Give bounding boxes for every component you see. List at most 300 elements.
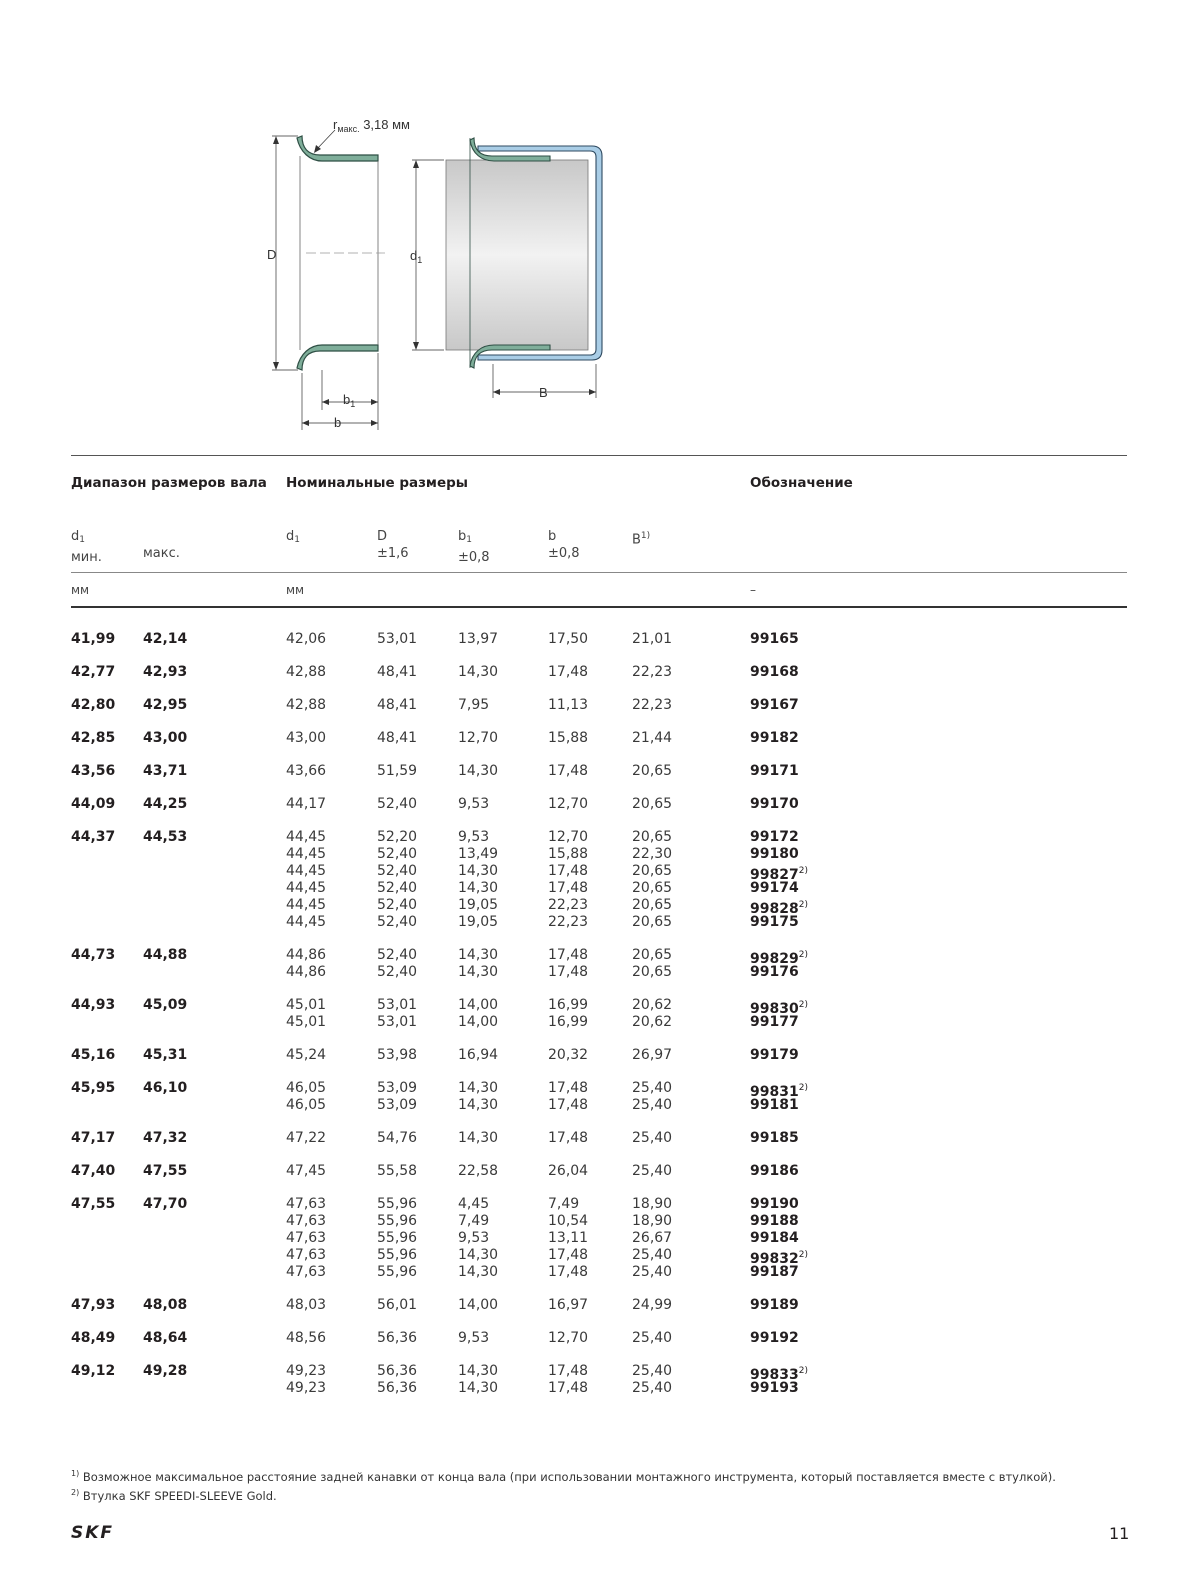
nominal-D-value: 55,96 — [377, 1213, 418, 1229]
nominal-b1-cell — [458, 697, 489, 714]
nominal-B-value: 22,23 — [632, 664, 673, 680]
nominal-b1-value: 14,00 — [458, 1297, 499, 1313]
nominal-B-value: 25,40 — [632, 1330, 673, 1346]
nominal-d1-cell — [286, 1363, 326, 1397]
header-designation: Обозначение — [750, 475, 853, 491]
nominal-B-cell — [632, 997, 672, 1031]
label-b: b — [334, 415, 342, 430]
designation-value: 99176 — [750, 964, 799, 980]
nominal-d1-value: 47,63 — [286, 1264, 327, 1280]
nominal-b-cell — [548, 631, 588, 648]
nominal-B-value: 22,30 — [632, 846, 673, 862]
nominal-B-value: 25,40 — [632, 1363, 673, 1379]
table-header-bottom-rule — [71, 606, 1127, 608]
nominal-B-value: 25,40 — [632, 1130, 673, 1146]
nominal-b1-value: 12,70 — [458, 730, 499, 746]
nominal-b-cell — [548, 1047, 588, 1064]
shaft-max-cell — [143, 1330, 187, 1347]
shaft-min-cell — [71, 763, 115, 780]
nominal-B-value: 21,01 — [632, 631, 673, 647]
nominal-B-cell — [632, 1297, 672, 1314]
nominal-B-cell — [632, 1130, 672, 1147]
footnote-ref: 2) — [798, 950, 808, 960]
shaft-max-value: 45,09 — [143, 997, 188, 1013]
table-top-rule — [71, 455, 1127, 456]
nominal-d1-cell — [286, 664, 326, 681]
nominal-B-cell — [632, 1196, 672, 1281]
nominal-D-value: 53,09 — [377, 1080, 418, 1096]
nominal-b1-cell — [458, 1080, 498, 1114]
sleeve-cross-section-drawing — [250, 108, 630, 438]
shaft-min-value: 42,77 — [71, 664, 116, 680]
nominal-b1-cell — [458, 997, 498, 1031]
nominal-b-cell — [548, 1163, 588, 1180]
designation-cell — [750, 763, 799, 780]
shaft-min-value: 41,99 — [71, 631, 116, 647]
shaft-max-value: 42,14 — [143, 631, 188, 647]
nominal-D-value: 53,01 — [377, 997, 418, 1013]
nominal-B-value: 25,40 — [632, 1264, 673, 1280]
shaft-min-cell — [71, 1163, 115, 1180]
nominal-B-value: 25,40 — [632, 1097, 673, 1113]
label-d1-sub: 1 — [417, 255, 423, 265]
nominal-d1-value: 49,23 — [286, 1380, 327, 1396]
nominal-D-cell — [377, 829, 417, 931]
footnotes — [71, 1466, 1056, 1504]
designation-value: 99181 — [750, 1097, 799, 1113]
nominal-B-value: 25,40 — [632, 1080, 673, 1096]
nominal-D-value: 48,41 — [377, 697, 418, 713]
nominal-b1-value: 14,30 — [458, 863, 499, 879]
nominal-d1-cell — [286, 631, 326, 648]
nominal-b-cell — [548, 796, 588, 813]
nominal-B-value: 20,65 — [632, 914, 673, 930]
nominal-d1-cell — [286, 1196, 326, 1281]
nominal-b1-value: 14,30 — [458, 964, 499, 980]
nominal-D-value: 52,40 — [377, 796, 418, 812]
nominal-B-value: 22,23 — [632, 697, 673, 713]
nominal-d1-value: 44,45 — [286, 914, 327, 930]
shaft-max-value: 42,95 — [143, 697, 188, 713]
nominal-b-value: 16,99 — [548, 1014, 589, 1030]
nominal-b-value: 12,70 — [548, 796, 589, 812]
nominal-b1-cell — [458, 1330, 489, 1347]
nominal-b1-cell — [458, 730, 498, 747]
nominal-B-value: 20,65 — [632, 796, 673, 812]
designation-value: 99165 — [750, 631, 799, 647]
nominal-D-cell — [377, 796, 417, 813]
shaft-max-cell — [143, 1297, 187, 1314]
nominal-b-cell — [548, 1080, 588, 1114]
nominal-b1-cell — [458, 1047, 498, 1064]
nominal-b-cell — [548, 1297, 588, 1314]
nominal-b-value: 17,48 — [548, 763, 589, 779]
nominal-D-cell — [377, 947, 417, 981]
header-shaft-range: Диапазон размеров вала — [71, 475, 267, 491]
nominal-D-cell — [377, 763, 417, 780]
shaft-min-cell — [71, 664, 115, 681]
header-nominal-dimensions: Номинальные размеры — [286, 475, 468, 491]
nominal-d1-value: 42,88 — [286, 697, 327, 713]
designation-value: 99186 — [750, 1163, 799, 1179]
nominal-b1-cell — [458, 947, 498, 981]
nominal-b1-value: 7,95 — [458, 697, 490, 713]
nominal-b-value: 16,97 — [548, 1297, 589, 1313]
nominal-B-cell — [632, 947, 672, 981]
nominal-d1-value: 45,01 — [286, 1014, 327, 1030]
nominal-d1-value: 44,45 — [286, 829, 327, 845]
nominal-b-cell — [548, 1196, 588, 1281]
shaft-min-cell — [71, 1297, 115, 1314]
nominal-D-value: 54,76 — [377, 1130, 418, 1146]
footnote-2: $^{2)}$ Втулка SKF SPEEDI-SLEEVE Gold. — [71, 1487, 277, 1503]
nominal-b1-value: 14,30 — [458, 1264, 499, 1280]
nominal-b1-value: 14,30 — [458, 880, 499, 896]
skf-logo: SKF — [71, 1523, 115, 1543]
nominal-b1-value: 22,58 — [458, 1163, 499, 1179]
shaft-min-value: 44,09 — [71, 796, 116, 812]
label-b1-sub: 1 — [350, 399, 356, 409]
nominal-b1-value: 14,30 — [458, 664, 499, 680]
nominal-b1-value: 4,45 — [458, 1196, 490, 1212]
subheader-D: D ±1,6 — [377, 529, 409, 561]
nominal-B-value: 18,90 — [632, 1196, 673, 1212]
nominal-D-cell — [377, 664, 417, 681]
designation-value: 99179 — [750, 1047, 799, 1063]
designation-value: 99187 — [750, 1264, 799, 1280]
nominal-B-cell — [632, 697, 672, 714]
svg-text:d1 — [410, 248, 422, 265]
nominal-d1-value: 47,45 — [286, 1163, 327, 1179]
nominal-b1-value: 14,30 — [458, 947, 499, 963]
shaft-max-cell — [143, 829, 187, 846]
nominal-B-value: 25,40 — [632, 1247, 673, 1263]
nominal-d1-value: 42,88 — [286, 664, 327, 680]
shaft-max-value: 45,31 — [143, 1047, 188, 1063]
designation-value: 99171 — [750, 763, 799, 779]
shaft-max-cell — [143, 1047, 187, 1064]
nominal-B-cell — [632, 1363, 672, 1397]
shaft-min-cell — [71, 829, 115, 846]
nominal-D-value: 55,58 — [377, 1163, 418, 1179]
subheader-rule — [71, 572, 1127, 573]
shaft-max-value: 44,88 — [143, 947, 188, 963]
designation-value: 99170 — [750, 796, 799, 812]
nominal-d1-cell — [286, 730, 326, 747]
shaft-max-value: 49,28 — [143, 1363, 188, 1379]
designation-cell — [750, 1297, 799, 1314]
nominal-D-cell — [377, 697, 417, 714]
nominal-B-cell — [632, 730, 672, 747]
designation-value: 99184 — [750, 1230, 799, 1246]
nominal-B-cell — [632, 1330, 672, 1347]
designation-cell — [750, 829, 808, 931]
nominal-d1-value: 46,05 — [286, 1080, 327, 1096]
nominal-d1-value: 45,01 — [286, 997, 327, 1013]
shaft-min-value: 47,93 — [71, 1297, 116, 1313]
subheader-B: $B^{1)}$ — [632, 531, 651, 548]
nominal-D-value: 53,01 — [377, 1014, 418, 1030]
nominal-d1-value: 47,63 — [286, 1196, 327, 1212]
shaft-max-value: 46,10 — [143, 1080, 188, 1096]
nominal-B-cell — [632, 1047, 672, 1064]
nominal-D-value: 56,36 — [377, 1363, 418, 1379]
shaft-max-value: 43,71 — [143, 763, 188, 779]
shaft-min-cell — [71, 1130, 115, 1147]
shaft-min-value: 43,56 — [71, 763, 116, 779]
nominal-b-value: 12,70 — [548, 829, 589, 845]
designation-value: 99182 — [750, 730, 799, 746]
designation-value: 99180 — [750, 846, 799, 862]
footnote-ref: 2) — [798, 1083, 808, 1093]
designation-cell — [750, 1080, 808, 1114]
subheader-nominal-d1: $d_1$ — [286, 529, 300, 545]
nominal-b-value: 22,23 — [548, 897, 589, 913]
shaft-min-cell — [71, 947, 115, 964]
shaft-max-cell — [143, 697, 187, 714]
nominal-d1-cell — [286, 763, 326, 780]
nominal-D-cell — [377, 730, 417, 747]
nominal-D-cell — [377, 1330, 417, 1347]
designation-value: 99172 — [750, 829, 799, 845]
nominal-b-value: 26,04 — [548, 1163, 589, 1179]
shaft-max-value: 48,08 — [143, 1297, 188, 1313]
nominal-b-value: 17,48 — [548, 880, 589, 896]
nominal-b1-value: 14,30 — [458, 1080, 499, 1096]
nominal-d1-value: 47,22 — [286, 1130, 327, 1146]
svg-text:b1 — [343, 392, 355, 409]
nominal-B-cell — [632, 1163, 672, 1180]
shaft-min-value: 44,37 — [71, 829, 116, 845]
nominal-d1-value: 42,06 — [286, 631, 327, 647]
nominal-d1-cell — [286, 947, 326, 981]
designation-cell — [750, 997, 808, 1031]
nominal-b-value: 16,99 — [548, 997, 589, 1013]
subheader-b: b ±0,8 — [548, 529, 580, 561]
designation-value: 99177 — [750, 1014, 799, 1030]
nominal-D-value: 52,40 — [377, 964, 418, 980]
designation-value: 99827$^{2)}$ — [750, 866, 808, 883]
nominal-D-value: 55,96 — [377, 1196, 418, 1212]
nominal-d1-value: 47,63 — [286, 1247, 327, 1263]
installation-assembly-right — [446, 138, 602, 368]
nominal-D-cell — [377, 1080, 417, 1114]
shaft-max-cell — [143, 1163, 187, 1180]
label-d1: d — [410, 248, 418, 263]
footnote-1: $^{1)}$ Возможное максимальное расстояние задней канавки от конца вала (при использовании монтажного инструмента, который поставляется вместе с втулкой). — [71, 1469, 1056, 1484]
footnote-ref: 2) — [798, 866, 808, 876]
nominal-B-value: 20,62 — [632, 997, 673, 1013]
shaft-min-cell — [71, 1196, 115, 1213]
nominal-b1-value: 14,30 — [458, 1380, 499, 1396]
nominal-D-value: 56,01 — [377, 1297, 418, 1313]
shaft-max-cell — [143, 1363, 187, 1380]
nominal-d1-value: 49,23 — [286, 1363, 327, 1379]
nominal-B-value: 20,65 — [632, 947, 673, 963]
nominal-b-cell — [548, 829, 588, 931]
nominal-b1-value: 9,53 — [458, 796, 490, 812]
shaft-min-cell — [71, 1047, 115, 1064]
nominal-d1-cell — [286, 796, 326, 813]
nominal-D-value: 52,40 — [377, 897, 418, 913]
nominal-D-value: 53,09 — [377, 1097, 418, 1113]
nominal-b-value: 17,48 — [548, 964, 589, 980]
nominal-b-cell — [548, 697, 588, 714]
nominal-d1-cell — [286, 1080, 326, 1114]
nominal-b-cell — [548, 1130, 588, 1147]
shaft-min-value: 44,93 — [71, 997, 116, 1013]
nominal-D-value: 52,40 — [377, 846, 418, 862]
nominal-b-value: 20,32 — [548, 1047, 589, 1063]
subheader-b1: $b_1$ ±0,8 — [458, 529, 490, 565]
subheader-max: макс. — [143, 546, 180, 561]
shaft-min-value: 48,49 — [71, 1330, 116, 1346]
nominal-b1-value: 14,00 — [458, 997, 499, 1013]
designation-value: 99830$^{2)}$ — [750, 1000, 808, 1017]
nominal-b1-cell — [458, 1163, 498, 1180]
nominal-B-cell — [632, 763, 672, 780]
nominal-b-value: 17,48 — [548, 1130, 589, 1146]
nominal-B-cell — [632, 631, 672, 648]
shaft-max-value: 44,25 — [143, 796, 188, 812]
nominal-b-value: 10,54 — [548, 1213, 589, 1229]
radius-value: 3,18 мм — [359, 117, 410, 132]
nominal-b-value: 17,48 — [548, 1080, 589, 1096]
nominal-b1-value: 9,53 — [458, 1330, 490, 1346]
nominal-b-value: 13,11 — [548, 1230, 589, 1246]
nominal-b-value: 17,48 — [548, 1264, 589, 1280]
shaft-max-cell — [143, 796, 187, 813]
nominal-d1-value: 44,45 — [286, 897, 327, 913]
designation-cell — [750, 664, 799, 681]
nominal-B-value: 26,97 — [632, 1047, 673, 1063]
designation-cell — [750, 1330, 799, 1347]
nominal-b1-value: 9,53 — [458, 1230, 490, 1246]
radius-sub: макс. — [337, 124, 360, 134]
nominal-b-value: 7,49 — [548, 1196, 580, 1212]
nominal-D-value: 52,40 — [377, 947, 418, 963]
nominal-d1-value: 47,63 — [286, 1213, 327, 1229]
designation-value: 99832$^{2)}$ — [750, 1250, 808, 1267]
designation-value: 99167 — [750, 697, 799, 713]
shaft-max-cell — [143, 730, 187, 747]
nominal-D-value: 51,59 — [377, 763, 418, 779]
svg-text:rмакс. 3,18 мм — [333, 117, 410, 134]
designation-value: 99188 — [750, 1213, 799, 1229]
nominal-b-value: 15,88 — [548, 846, 589, 862]
designation-cell — [750, 697, 799, 714]
designation-cell — [750, 947, 808, 981]
designation-cell — [750, 1363, 808, 1397]
nominal-D-value: 48,41 — [377, 664, 418, 680]
nominal-B-cell — [632, 796, 672, 813]
shaft-min-cell — [71, 1330, 115, 1347]
nominal-b-cell — [548, 664, 588, 681]
nominal-b1-cell — [458, 1363, 498, 1397]
designation-cell — [750, 1130, 799, 1147]
shaft-max-value: 44,53 — [143, 829, 188, 845]
nominal-b-cell — [548, 1363, 588, 1397]
designation-value: 99175 — [750, 914, 799, 930]
label-B: B — [539, 385, 548, 400]
shaft-min-cell — [71, 1080, 115, 1097]
shaft-min-value: 47,40 — [71, 1163, 116, 1179]
nominal-b-value: 22,23 — [548, 914, 589, 930]
nominal-b-value: 17,48 — [548, 947, 589, 963]
shaft-max-cell — [143, 1130, 187, 1147]
footnote-ref: 2) — [798, 1250, 808, 1260]
nominal-B-value: 20,65 — [632, 964, 673, 980]
shaft-max-value: 47,55 — [143, 1163, 188, 1179]
nominal-D-value: 52,40 — [377, 880, 418, 896]
shaft-max-cell — [143, 1196, 187, 1213]
nominal-d1-value: 43,66 — [286, 763, 327, 779]
nominal-d1-value: 44,45 — [286, 846, 327, 862]
designation-value: 99168 — [750, 664, 799, 680]
nominal-D-value: 53,01 — [377, 631, 418, 647]
shaft-min-cell — [71, 1363, 115, 1380]
designation-cell — [750, 1047, 799, 1064]
nominal-B-value: 20,65 — [632, 897, 673, 913]
nominal-B-value: 20,65 — [632, 880, 673, 896]
designation-value: 99190 — [750, 1196, 799, 1212]
nominal-d1-cell — [286, 1297, 326, 1314]
nominal-D-value: 53,98 — [377, 1047, 418, 1063]
shaft-min-cell — [71, 697, 115, 714]
shaft-max-cell — [143, 1080, 187, 1097]
nominal-d1-value: 44,45 — [286, 880, 327, 896]
shaft-max-cell — [143, 763, 187, 780]
designation-value: 99185 — [750, 1130, 799, 1146]
footnote-ref: 2) — [798, 900, 808, 910]
shaft-min-cell — [71, 730, 115, 747]
nominal-b1-cell — [458, 631, 498, 648]
designation-value: 99831$^{2)}$ — [750, 1083, 808, 1100]
nominal-b-cell — [548, 1330, 588, 1347]
designation-value: 99193 — [750, 1380, 799, 1396]
nominal-B-value: 24,99 — [632, 1297, 673, 1313]
nominal-D-value: 55,96 — [377, 1230, 418, 1246]
nominal-B-value: 25,40 — [632, 1163, 673, 1179]
radius-label: r — [333, 117, 338, 132]
shaft-min-value: 47,55 — [71, 1196, 116, 1212]
shaft-min-value: 45,16 — [71, 1047, 116, 1063]
nominal-d1-cell — [286, 1330, 326, 1347]
nominal-d1-value: 47,63 — [286, 1230, 327, 1246]
designation-cell — [750, 1163, 799, 1180]
shaft-max-value: 47,70 — [143, 1196, 188, 1212]
shaft-min-cell — [71, 796, 115, 813]
footnote-ref: 2) — [798, 1000, 808, 1010]
nominal-d1-cell — [286, 997, 326, 1031]
nominal-b1-value: 9,53 — [458, 829, 490, 845]
nominal-D-value: 55,96 — [377, 1264, 418, 1280]
shaft-max-value: 42,93 — [143, 664, 188, 680]
nominal-d1-cell — [286, 1130, 326, 1147]
nominal-D-value: 52,20 — [377, 829, 418, 845]
nominal-b1-cell — [458, 796, 489, 813]
shaft-min-value: 42,85 — [71, 730, 116, 746]
nominal-d1-value: 44,17 — [286, 796, 327, 812]
nominal-b-value: 17,48 — [548, 664, 589, 680]
nominal-d1-value: 46,05 — [286, 1097, 327, 1113]
nominal-b-cell — [548, 997, 588, 1031]
designation-cell — [750, 631, 799, 648]
nominal-D-value: 48,41 — [377, 730, 418, 746]
nominal-d1-value: 48,03 — [286, 1297, 327, 1313]
nominal-D-cell — [377, 1163, 417, 1180]
shaft-max-value: 48,64 — [143, 1330, 188, 1346]
